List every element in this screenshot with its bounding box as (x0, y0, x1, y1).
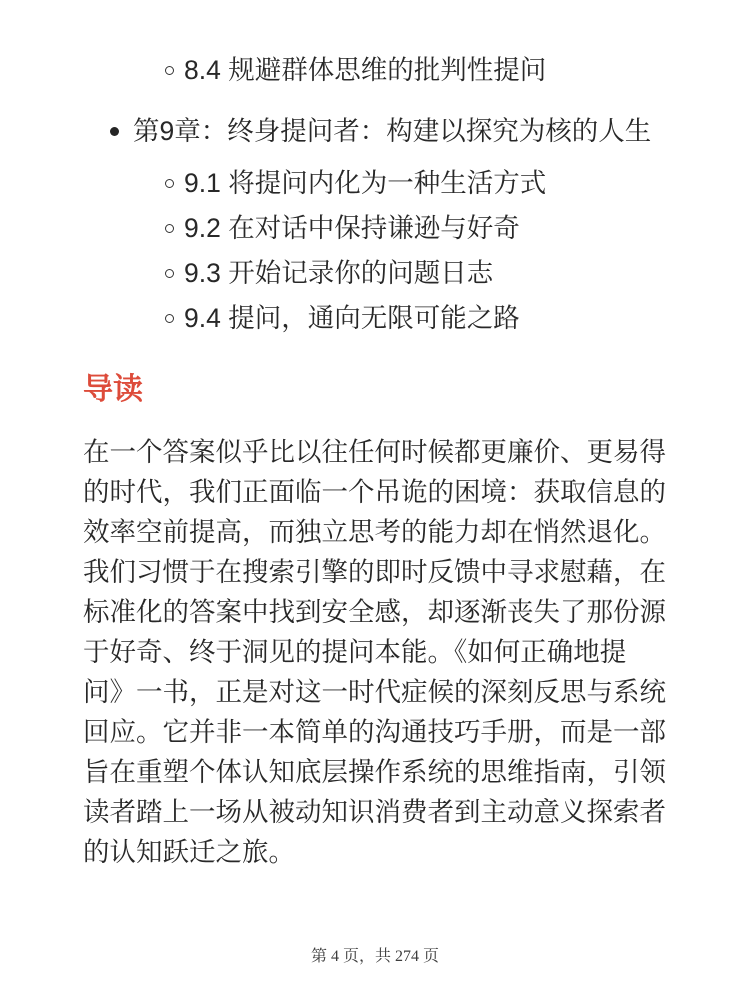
paragraph-line: 旨在重塑个体认知底层操作系统的思维指南，引领 (83, 757, 666, 787)
circle-bullet-icon (165, 179, 174, 188)
toc-item-9-4 (165, 298, 750, 338)
paragraph-line: 的时代，我们正面临一个吊诡的困境：获取信息的 (83, 477, 666, 507)
intro-paragraph (83, 432, 667, 872)
toc-item-9-3 (165, 253, 750, 293)
toc-item-label: 第9章：终身提问者：构建以探究为核的人生 (133, 116, 652, 146)
table-of-contents (0, 50, 750, 338)
paragraph-line: 标准化的答案中找到安全感，却逐渐丧失了那份源 (83, 597, 666, 627)
circle-bullet-icon (165, 269, 174, 278)
paragraph-line: 于好奇、终于洞见的提问本能。《如何正确地提 (83, 637, 627, 667)
page-number-indicator: 第 4 页，共 274 页 (310, 948, 439, 965)
toc-item-8-4 (165, 50, 750, 90)
toc-item-label: 9.2 在对话中保持谦逊与好奇 (184, 213, 520, 243)
paragraph-line: 在一个答案似乎比以往任何时候都更廉价、更易得 (83, 437, 666, 467)
toc-item-9-2 (165, 208, 750, 248)
paragraph-line: 回应。它并非一本简单的沟通技巧手册，而是一部 (83, 717, 666, 747)
paragraph-line: 问》一书，正是对这一时代症候的深刻反思与系统 (83, 677, 666, 707)
toc-item-label: 9.3 开始记录你的问题日志 (184, 258, 494, 288)
paragraph-line: 效率空前提高，而独立思考的能力却在悄然退化。 (83, 517, 666, 547)
circle-bullet-icon (165, 224, 174, 233)
paragraph-line: 读者踏上一场从被动知识消费者到主动意义探索者 (83, 797, 666, 827)
circle-bullet-icon (165, 66, 174, 75)
paragraph-line: 的认知跃迁之旅。 (83, 837, 295, 867)
section-heading: 导读 (83, 373, 143, 406)
circle-bullet-icon (165, 314, 174, 323)
toc-item-chapter-9 (110, 111, 750, 151)
toc-item-label: 9.4 提问，通向无限可能之路 (184, 303, 520, 333)
disc-bullet-icon (110, 127, 119, 136)
toc-item-label: 9.1 将提问内化为一种生活方式 (184, 168, 547, 198)
paragraph-line: 我们习惯于在搜索引擎的即时反馈中寻求慰藉，在 (83, 557, 666, 587)
toc-item-9-1 (165, 163, 750, 203)
toc-item-label: 8.4 规避群体思维的批判性提问 (184, 55, 547, 85)
